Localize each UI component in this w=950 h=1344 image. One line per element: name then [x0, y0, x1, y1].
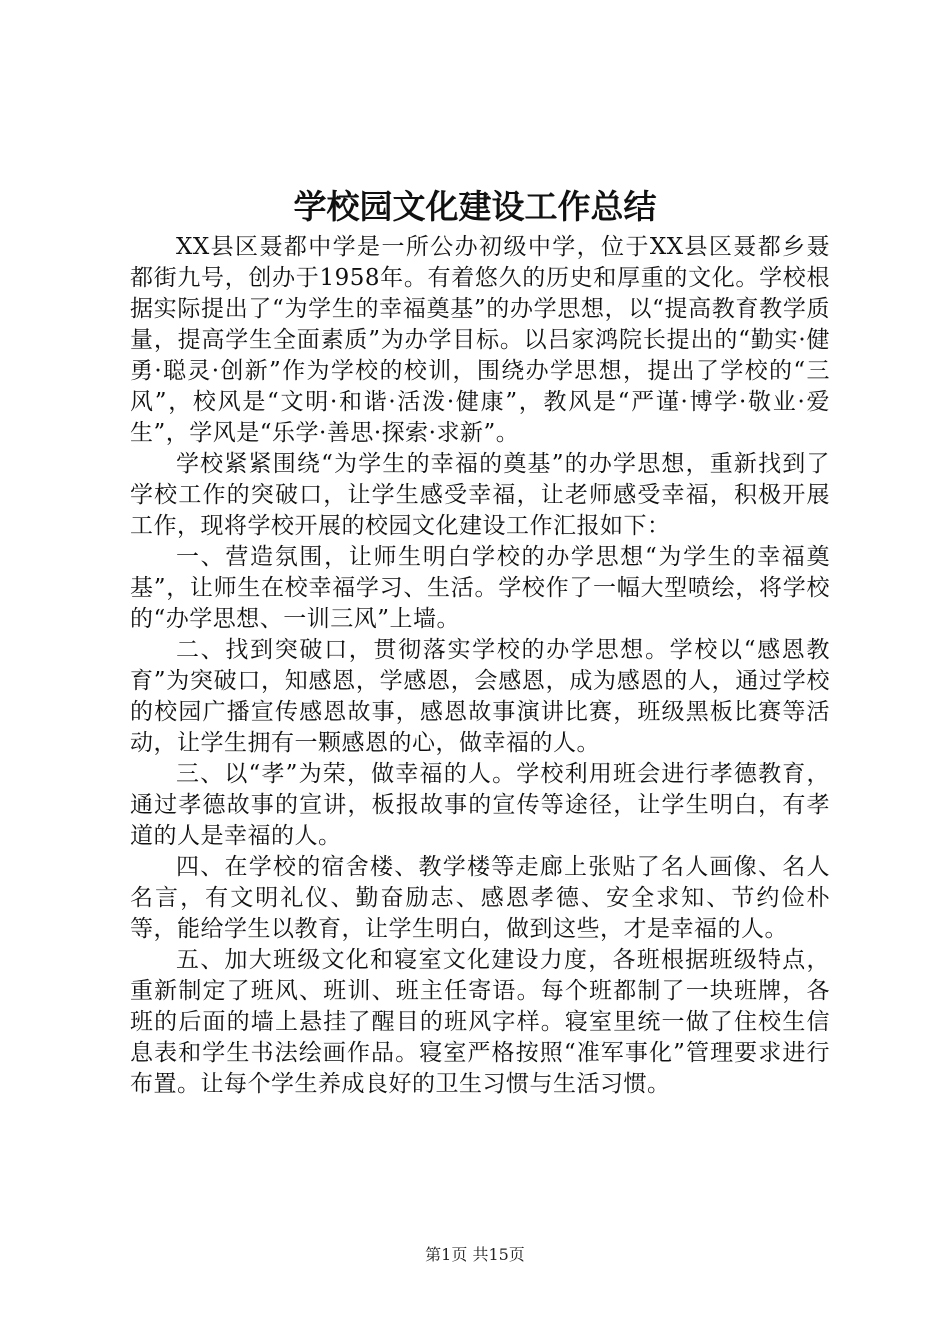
paragraph-item-3: 三、以“孝”为荣，做幸福的人。学校利用班会进行孝德教育，通过孝德故事的宣讲，板报故事的宣传等途径，让学生明白，有孝道的人是幸福的人。: [130, 761, 830, 849]
paragraph-item-1: 一、营造氛围，让师生明白学校的办学思想“为学生的幸福奠基”，让师生在校幸福学习、生活。学校作了一幅大型喷绘，将学校的“办学思想、一训三风”上墙。: [130, 544, 830, 632]
document-body: [130, 232, 830, 1100]
paragraph-item-5: 五、加大班级文化和寝室文化建设力度，各班根据班级特点，重新制定了班风、班训、班主任寄语。每个班都制了一块班牌，各班的后面的墙上悬挂了醒目的班风字样。寝室里统一做了住校生信息表和学生书法绘画作品。寝室严格按照“准军事化”管理要求进行布置。让每个学生养成良好的卫生习惯与生活习惯。: [130, 947, 830, 1097]
paragraph-item-4: 四、在学校的宿舍楼、教学楼等走廊上张贴了名人画像、名人名言，有文明礼仪、勤奋励志、感恩孝德、安全求知、节约俭朴等，能给学生以教育，让学生明白，做到这些，才是幸福的人。: [130, 854, 830, 942]
page-number-footer: 第1页 共15页: [425, 1245, 525, 1264]
paragraph-intro: XX县区聂都中学是一所公办初级中学，位于XX县区聂都乡聂都街九号，创办于1958年。有着悠久的历史和厚重的文化。学校根据实际提出了“为学生的幸福奠基”的办学思想，以“提高教育教学质量，提高学生全面素质”为办学目标。以吕家鸿院长提出的“勤实·健勇·聪灵·创新”作为学校的校训，围绕办学思想，提出了学校的“三风”，校风是“文明·和谐·活泼·健康”，教风是“严谨·博学·敬业·爱生”，学风是“乐学·善思·探索·求新”。: [130, 234, 830, 446]
document-title: 学校园文化建设工作总结: [293, 187, 657, 226]
paragraph-item-2: 二、找到突破口，贯彻落实学校的办学思想。学校以“感恩教育”为突破口，知感恩，学感恩，会感恩，成为感恩的人，通过学校的校园广播宣传感恩故事，感恩故事演讲比赛，班级黑板比赛等活动，让学生拥有一颗感恩的心，做幸福的人。: [130, 637, 830, 756]
paragraph-overview: 学校紧紧围绕“为学生的幸福的奠基”的办学思想，重新找到了学校工作的突破口，让学生感受幸福，让老师感受幸福，积极开展工作，现将学校开展的校园文化建设工作汇报如下：: [130, 451, 830, 539]
